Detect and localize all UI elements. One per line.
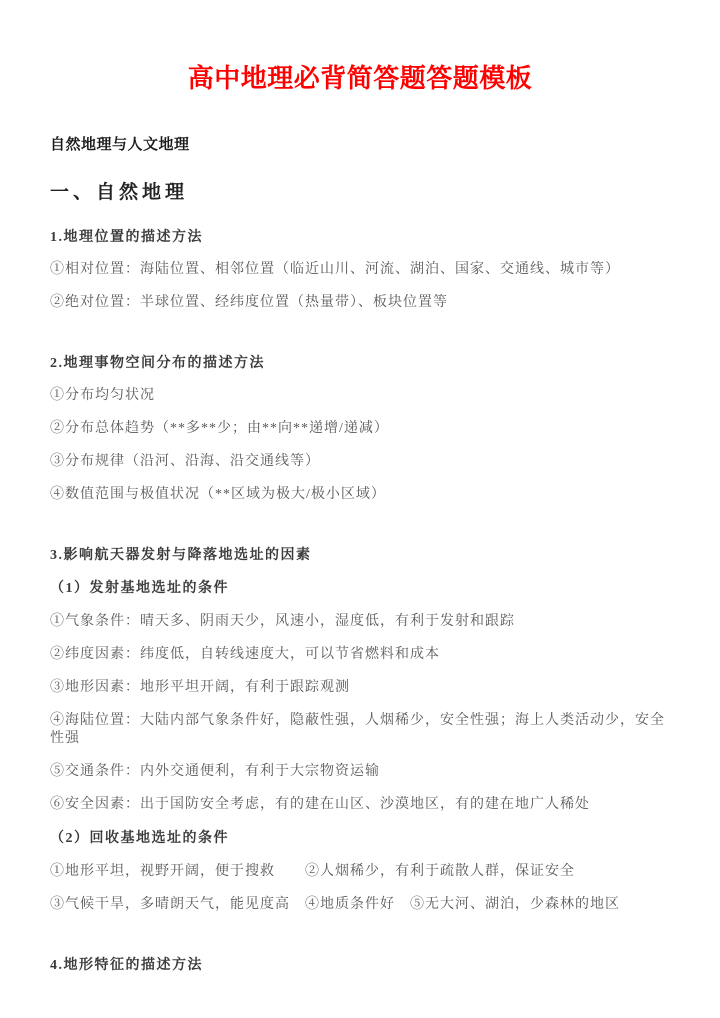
- answer-line: ①相对位置：海陆位置、相邻位置（临近山川、河流、湖泊、国家、交通线、城市等）: [50, 262, 620, 277]
- answer-line: ③地形因素：地形平坦开阔，有利于跟踪观测: [50, 680, 350, 695]
- answer-line: ⑤交通条件：内外交通便利，有利于大宗物资运输: [50, 764, 380, 779]
- section-heading: 3.影响航天器发射与降落地选址的因素: [50, 548, 312, 563]
- subject-heading: 自然地理与人文地理: [50, 136, 190, 153]
- section-heading: 1.地理位置的描述方法: [50, 230, 203, 245]
- subsection-3-2: [50, 830, 670, 914]
- answer-line: ①地形平坦，视野开阔，便于搜救 ②人烟稀少，有利于疏散人群，保证安全: [50, 864, 575, 879]
- answer-line: ②绝对位置：半球位置、经纬度位置（热量带）、板块位置等: [50, 295, 448, 310]
- part-heading: 一、自然地理: [50, 182, 189, 203]
- subsection-heading: （1）发射基地选址的条件: [50, 581, 229, 596]
- answer-line: ③分布规律（沿河、沿海、沿交通线等）: [50, 454, 320, 469]
- answer-line: ②分布总体趋势（**多**少；由**向**递增/递减）: [50, 421, 389, 436]
- section-heading: 2.地理事物空间分布的描述方法: [50, 356, 265, 371]
- section-3: [50, 548, 670, 914]
- subsection-heading: （2）回收基地选址的条件: [50, 831, 229, 846]
- section-heading: 4.地形特征的描述方法: [50, 958, 203, 973]
- answer-line: ②纬度因素：纬度低，自转线速度大，可以节省燃料和成本: [50, 647, 440, 662]
- answer-line: ①分布均匀状况: [50, 388, 155, 403]
- section-2: [50, 356, 670, 504]
- answer-line: ④数值范围与极值状况（**区域为极大/极小区域）: [50, 487, 386, 502]
- answer-line: ④海陆位置：大陆内部气象条件好，隐蔽性强，人烟稀少，安全性强；海上人类活动少，安全性强: [50, 713, 665, 746]
- section-1: [50, 230, 670, 312]
- document-title: 高中地理必背简答题答题模板: [187, 63, 533, 93]
- answer-line: ①气象条件：晴天多、阴雨天少，风速小，湿度低，有利于发射和跟踪: [50, 614, 515, 629]
- section-4: [50, 958, 670, 974]
- subsection-3-1: [50, 580, 670, 814]
- answer-line: ③气候干旱，多晴朗天气，能见度高 ④地质条件好 ⑤无大河、湖泊，少森林的地区: [50, 897, 620, 912]
- answer-line: ⑥安全因素：出于国防安全考虑，有的建在山区、沙漠地区，有的建在地广人稀处: [50, 797, 590, 812]
